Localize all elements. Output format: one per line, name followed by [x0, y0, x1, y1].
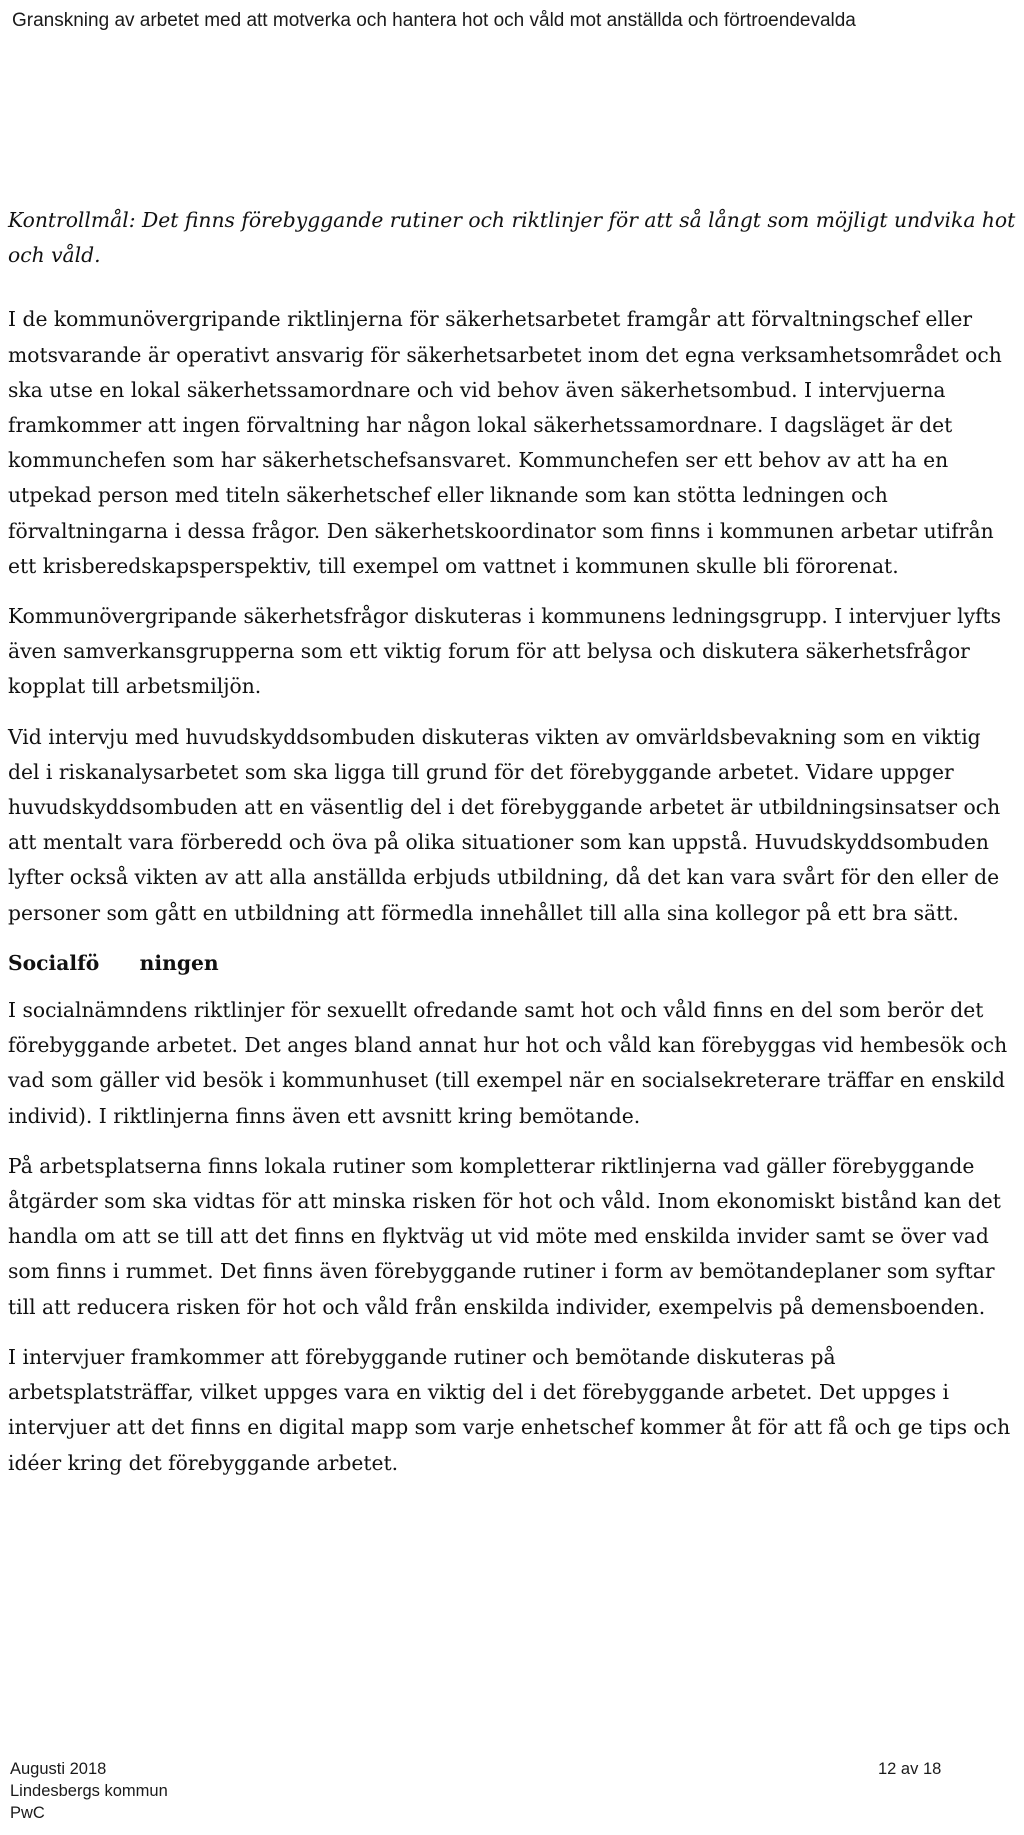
document-body	[8, 203, 1018, 1496]
footer-organization: Lindesbergs kommun	[10, 1782, 168, 1800]
control-goal: Kontrollmål: Det finns förebyggande rutiner och riktlinjer för att så långt som möjligt undvika hot och våld.	[8, 208, 1016, 268]
paragraph: Vid intervju med huvudskyddsombuden diskuteras vikten av omvärldsbevakning som en viktig del i riskanalysarbetet som ska ligga till grund för det förebyggande arbetet. Vidare uppger huvudskyddsombuden att en väsentlig del i det förebyggande arbetet är utbildningsinsatser och att mentalt vara förberedd och öva på olika situationer som kan uppstå. Huvudskyddsombuden lyfter också vikten av att alla anställda erbjuds utbildning, då det kan vara svårt för den eller de personer som gått en utbildning att förmedla innehållet till alla sina kollegor på ett bra sätt.	[8, 724, 1001, 925]
paragraph: På arbetsplatserna finns lokala rutiner som kompletterar riktlinjerna vad gäller förebyggande åtgärder som ska vidtas för att minska risken för hot och våld. Inom ekonomiskt bistånd kan det handla om att se till att det finns en flyktväg ut vid möte med enskilda invider samt se över vad som finns i rummet. Det finns även förebyggande rutiner i form av bemötandeplaner som syftar till att reducera risken för hot och våld från enskilda individer, exempelvis på demensboenden.	[8, 1153, 1001, 1319]
footer-left	[10, 1758, 168, 1824]
page-number: 12 av 18	[878, 1760, 942, 1778]
running-header: Granskning av arbetet med att motverka och hantera hot och våld mot anställda och förtroendevalda	[12, 10, 856, 31]
paragraph: Kommunövergripande säkerhetsfrågor diskuteras i kommunens ledningsgrupp. I intervjuer lyfts även samverkansgrupperna som ett viktig forum för att belysa och diskutera säkerhetsfrågor kopplat till arbetsmiljön.	[8, 604, 1002, 699]
paragraph: I intervjuer framkommer att förebyggande rutiner och bemötande diskuteras på arbetsplatsträffar, vilket uppges vara en viktig del i det förebyggande arbetet. Det uppges i intervjuer att det finns en digital mapp som varje enhetschef kommer åt för att få och ge tips och idéer kring det förebyggande arbetet.	[8, 1344, 1011, 1475]
footer-date: Augusti 2018	[10, 1760, 107, 1778]
section-heading: Socialfö ningen	[8, 950, 219, 975]
paragraph: I socialnämndens riktlinjer för sexuellt ofredande samt hot och våld finns en del som berör det förebyggande arbetet. Det anges bland annat hur hot och våld kan förebyggas vid hembesök och vad som gäller vid besök i kommunhuset (till exempel när en socialsekreterare träffar en enskild individ). I riktlinjerna finns även ett avsnitt kring bemötande.	[8, 998, 1008, 1128]
footer-author: PwC	[10, 1804, 45, 1822]
paragraph: I de kommunövergripande riktlinjerna för säkerhetsarbetet framgår att förvaltningschef eller motsvarande är operativt ansvarig för säkerhetsarbetet inom det egna verksamhetsområdet och ska utse en lokal säkerhetssamordnare och vid behov även säkerhetsombud. I intervjuerna framkommer att ingen förvaltning har någon lokal säkerhetssamordnare. I dagsläget är det kommunchefen som har säkerhetschefsansvaret. Kommunchefen ser ett behov av att ha en utpekad person med titeln säkerhetschef eller liknande som kan stötta ledningen och förvaltningarna i dessa frågor. Den säkerhetskoordinator som finns i kommunen arbetar utifrån ett krisberedskapsperspektiv, till exempel om vattnet i kommunen skulle bli förorenat.	[8, 307, 1002, 578]
